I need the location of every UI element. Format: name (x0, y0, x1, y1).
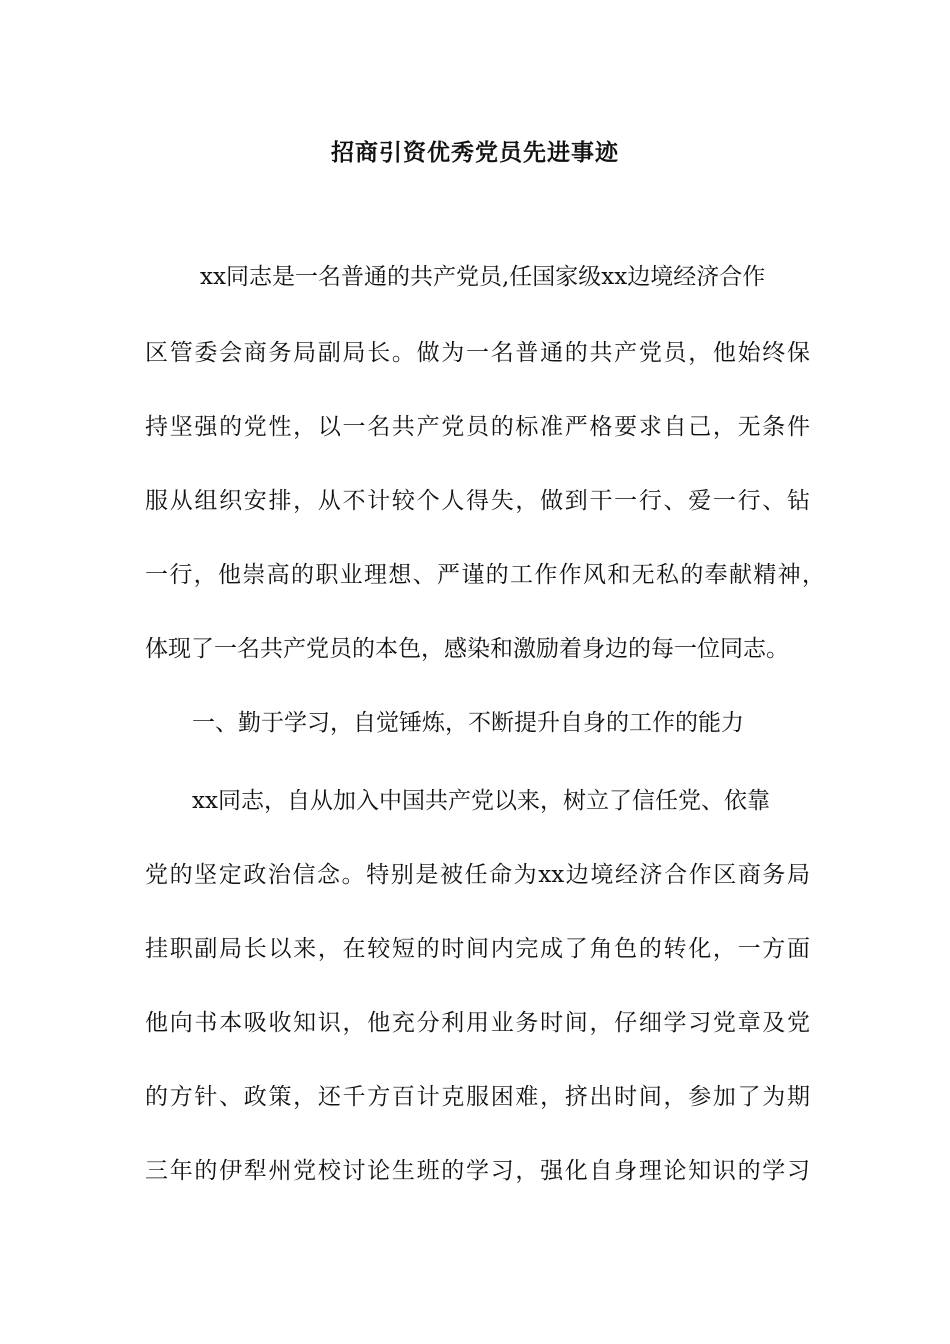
paragraph-line: 一行，他崇高的职业理想、严谨的工作作风和无私的奉献精神， (145, 562, 825, 588)
paragraph-line: 的方针、政策，还千方百计克服困难，挤出时间，参加了为期 (145, 1084, 810, 1110)
document-title: 招商引资优秀党员先进事迹 (331, 140, 619, 166)
section-heading: 一、勤于学习，自觉锤炼，不断提升自身的工作的能力 (192, 710, 744, 736)
paragraph-line: 服从组织安排，从不计较个人得失，做到干一行、爱一行、钻 (145, 488, 810, 514)
paragraph-line: 三年的伊犁州党校讨论生班的学习，强化自身理论知识的学习 (145, 1158, 810, 1184)
paragraph-line: 他向书本吸收知识，他充分利用业务时间，仔细学习党章及党 (145, 1010, 810, 1036)
paragraph-line: 党的坚定政治信念。特别是被任命为xx边境经济合作区商务局 (145, 862, 810, 888)
paragraph-line: 持坚强的党性，以一名共产党员的标准严格要求自己，无条件 (145, 414, 810, 440)
paragraph-line: xx同志，自从加入中国共产党以来，树立了信任党、依靠 (192, 788, 770, 814)
paragraph-line: 体现了一名共产党员的本色，感染和激励着身边的每一位同志。 (145, 636, 789, 662)
paragraph-line: xx同志是一名普通的共产党员,任国家级xx边境经济合作 (200, 264, 766, 290)
paragraph-line: 区管委会商务局副局长。做为一名普通的共产党员，他始终保 (145, 340, 810, 366)
paragraph-line: 挂职副局长以来，在较短的时间内完成了角色的转化，一方面 (145, 936, 810, 962)
